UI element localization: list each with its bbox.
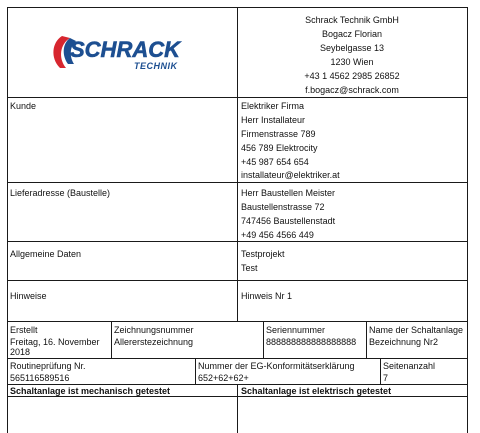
kunde-line: Firmenstrasse 789	[241, 129, 316, 139]
divider-row1	[7, 358, 468, 359]
hinweise-value: Hinweis Nr 1	[241, 291, 293, 301]
serien-label: Seriennummer	[266, 325, 326, 335]
eg-label: Nummer der EG-Konformitätserklärung	[198, 361, 355, 371]
company-phone: +43 1 4562 2985 26852	[304, 71, 400, 81]
liefer-line: Baustellenstrasse 72	[241, 202, 325, 212]
routine-value: 565116589516	[10, 373, 70, 383]
serien-value: 888888888888888888	[266, 337, 357, 347]
routine-label: Routineprüfung Nr.	[10, 361, 86, 371]
kunde-line: 456 789 Elektrocity	[241, 143, 318, 153]
allgemein-line: Test	[241, 263, 258, 273]
divider-after-hinweise	[7, 321, 468, 322]
divider-row2-a	[195, 358, 196, 384]
border-right	[467, 7, 468, 433]
allgemein-line: Testprojekt	[241, 249, 285, 259]
divider-header-middle	[237, 7, 238, 321]
kunde-line: installateur@elektriker.at	[241, 170, 340, 180]
company-city: 1230 Wien	[330, 57, 374, 67]
logo-sub: TECHNIK	[134, 61, 178, 71]
schaltanlage-name-value: Bezeichnung Nr2	[369, 337, 439, 347]
seiten-value: 7	[383, 373, 389, 383]
kunde-label: Kunde	[10, 101, 37, 111]
company-street: Seybelgasse 13	[319, 43, 385, 53]
zeichnung-label: Zeichnungsnummer	[114, 325, 194, 335]
divider-after-kunde	[7, 182, 468, 183]
logo-word: SCHRACK	[70, 37, 180, 62]
company-email: f.bogacz@schrack.com	[305, 85, 399, 95]
liefer-line: Herr Baustellen Meister	[241, 188, 336, 198]
company-name: Schrack Technik GmbH	[305, 15, 399, 25]
kunde-line: Herr Installateur	[241, 115, 306, 125]
divider-after-allgemein	[7, 280, 468, 281]
schaltanlage-name-label: Name der Schaltanlage	[369, 325, 464, 335]
test-elektrisch-label: Schaltanlage ist elektrisch getestet	[241, 386, 392, 396]
zeichnung-value: Allererstezeichnung	[114, 337, 194, 347]
test-mechanisch-label: Schaltanlage ist mechanisch getestet	[10, 386, 171, 396]
schrack-logo	[48, 28, 198, 76]
border-left	[7, 7, 8, 433]
hinweise-label: Hinweise	[10, 291, 47, 301]
kunde-line: Elektriker Firma	[241, 101, 305, 111]
divider-row1-b	[263, 321, 264, 358]
erstellt-value-year: 2018	[10, 347, 31, 357]
eg-value: 652+62+62+	[198, 373, 249, 383]
liefer-label: Lieferadresse (Baustelle)	[10, 188, 111, 198]
seiten-label: Seitenanzahl	[383, 361, 436, 371]
divider-row1-a	[111, 321, 112, 358]
allgemein-label: Allgemeine Daten	[10, 249, 82, 259]
divider-row2-b	[380, 358, 381, 384]
kunde-line: +45 987 654 654	[241, 157, 309, 167]
liefer-line: +49 456 4566 449	[241, 230, 314, 240]
divider-tests-middle	[237, 384, 238, 433]
divider-after-header	[7, 97, 468, 98]
company-contact: Bogacz Florian	[321, 29, 383, 39]
divider-after-liefer	[7, 241, 468, 242]
divider-row1-c	[366, 321, 367, 358]
erstellt-value: Freitag, 16. November	[10, 337, 100, 347]
liefer-line: 747456 Baustellenstadt	[241, 216, 336, 226]
erstellt-label: Erstellt	[10, 325, 38, 335]
